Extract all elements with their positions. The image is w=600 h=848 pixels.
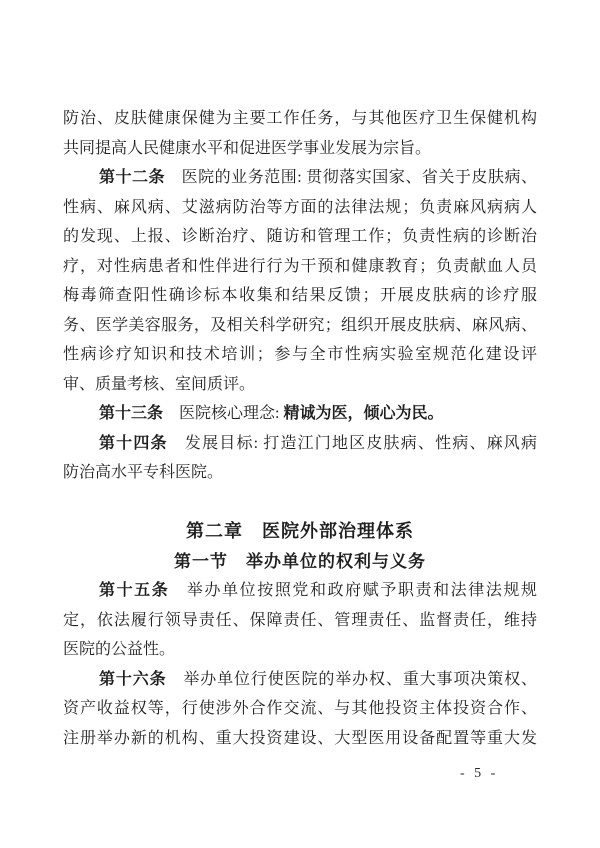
- text-run: 疗，对性病患者和性伴进行行为干预和健康教育；负责献血人员: [63, 257, 537, 275]
- text-line: [63, 606, 537, 636]
- text-run: 第一节 举办单位的权利与义务: [174, 551, 426, 571]
- text-run: 防治、皮肤健康保健为主要工作任务，与其他医疗卫生保健机构: [63, 110, 537, 127]
- text-run: 务、医学美容服务，及相关科学研究；组织开展皮肤病、麻风病、: [63, 316, 537, 334]
- bold-text-run: 第十二条: [99, 169, 166, 186]
- bold-text-run: 第十六条: [99, 670, 167, 688]
- document-lines: [63, 104, 537, 753]
- text-run: 防治高水平专科医院。: [63, 464, 224, 481]
- text-line: [63, 370, 537, 400]
- page-number: - 5 -: [460, 766, 499, 781]
- bold-text-run: 第十三条: [99, 405, 164, 422]
- chapter-heading: [63, 517, 537, 547]
- text-line: [63, 134, 537, 164]
- section-heading: [63, 547, 537, 577]
- text-line: [63, 281, 537, 311]
- text-line: [63, 429, 537, 459]
- text-run: 性病诊疗知识和技术培训；参与全市性病实验室规范化建设评: [63, 346, 537, 363]
- text-line: [63, 399, 537, 429]
- text-line: [63, 665, 537, 695]
- text-run: 第二章 医院外部治理体系: [186, 521, 414, 541]
- text-line: [63, 694, 537, 724]
- text-line: [63, 252, 537, 282]
- text-line: [63, 458, 537, 488]
- text-line: [63, 724, 537, 754]
- text-run: 资产收益权等，行使涉外合作交流、与其他投资主体投资合作、: [63, 700, 537, 717]
- text-run: 举办单位行使医院的举办权、重大事项决策权、: [166, 670, 537, 688]
- text-line: [63, 635, 537, 665]
- text-line: [63, 104, 537, 134]
- bold-text-run: 精诚为医，倾心为民。: [283, 405, 444, 422]
- text-run: 的发现、上报、诊断治疗、随访和管理工作；负责性病的诊断治: [63, 228, 537, 245]
- text-line: [63, 222, 537, 252]
- text-run: 医院核心理念:: [163, 405, 284, 422]
- text-line: [63, 311, 537, 341]
- text-run: 梅毒筛查阳性确诊标本收集和结果反馈；开展皮肤病的诊疗服: [63, 287, 537, 304]
- text-run: 性病、麻风病、艾滋病防治等方面的法律法规；负责麻风病病人: [63, 198, 537, 216]
- text-run: 举办单位按照党和政府赋予职责和法律法规规: [169, 582, 537, 599]
- text-line: [63, 163, 537, 193]
- text-line: [63, 340, 537, 370]
- text-line: [63, 193, 537, 223]
- text-run: 审、质量考核、室间质评。: [63, 375, 256, 393]
- text-run: 发展目标: 打造江门地区皮肤病、性病、麻风病: [167, 434, 537, 452]
- blank-line: [63, 488, 537, 518]
- bold-text-run: 第十四条: [99, 434, 168, 452]
- text-line: [63, 576, 537, 606]
- text-run: 医院的公益性。: [63, 641, 176, 658]
- text-run: 定，依法履行领导责任、保障责任、管理责任、监督责任，维持: [63, 611, 537, 629]
- bold-text-run: 第十五条: [99, 582, 170, 599]
- text-run: 医院的业务范围: 贯彻落实国家、省关于皮肤病、: [165, 169, 537, 186]
- text-run: 共同提高人民健康水平和促进医学事业发展为宗旨。: [63, 139, 432, 157]
- text-run: 注册举办新的机构、重大投资建设、大型医用设备配置等重大发: [63, 729, 537, 747]
